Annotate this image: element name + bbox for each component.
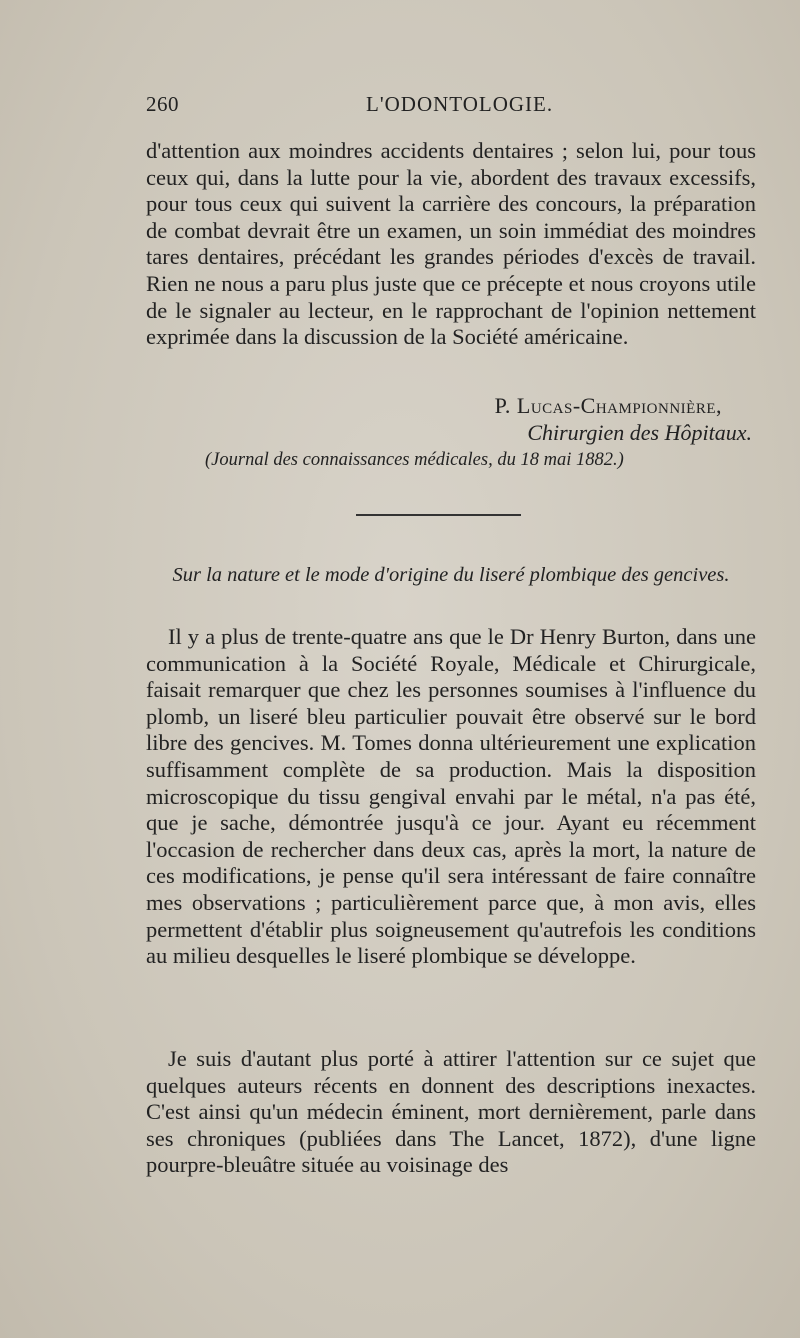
section-divider: [356, 514, 521, 516]
author-signature: [495, 393, 722, 419]
page-number: 260: [146, 92, 179, 116]
running-title: L'ODONTOLOGIE.: [366, 92, 554, 116]
article-title: Sur la nature et le mode d'origine du liseré plombique des gencives.: [172, 564, 730, 586]
author-role-line: [527, 420, 752, 446]
paragraph-continuation: [146, 138, 756, 351]
paragraph-text: Je suis d'autant plus porté à attirer l'attention sur ce sujet que quelques auteurs récents en donnent des descriptions inexactes. C'est ainsi qu'un médecin éminent, mort dernièrement, parle dans ses chroniques (publiées dans The Lancet, 1872), d'une ligne pourpre-bleuâtre située au voisinage des: [146, 1046, 756, 1178]
paragraph-intro: [146, 624, 756, 970]
author-role: Chirurgien des Hôpitaux.: [527, 420, 752, 445]
paragraph-text: Il y a plus de trente-quatre ans que le Dr Henry Burton, dans une communication à la Société Royale, Médicale et Chirurgicale, faisait remarquer que chez les personnes soumises à l'influence du plomb, un liseré bleu particulier pouvait être observé sur le bord libre des gencives. M. Tomes donna ultérieurement une explication suffisamment complète de sa production. Mais la disposition microscopique du tissu gengival envahi par le métal, n'a pas été, que je sache, démontrée jusqu'à ce jour. Ayant eu récemment l'occasion de rechercher dans deux cas, après la mort, la nature de ces modifications, je pense qu'il sera intéressant de faire connaître mes observations ; particulièrement parce que, à mon avis, elles permettent d'établir plus soigneusement qu'autrefois les conditions au milieu desquelles le liseré plombique se développe.: [146, 624, 756, 969]
author-name: P. Lucas-Championnière,: [494, 393, 722, 418]
source-citation: (Journal des connaissances médicales, du 18 mai 1882.): [205, 450, 624, 470]
paragraph-second: [146, 1046, 756, 1179]
paragraph-text: d'attention aux moindres accidents dentaires ; selon lui, pour tous ceux qui, dans la lutte pour la vie, abordent des travaux excessifs, pour tous ceux qui suivent la carrière des concours, la préparation de combat devrait être un examen, un soin immédiat des moindres tares dentaires, précédant les grandes périodes d'excès de travail. Rien ne nous a paru plus juste que ce précepte et nous croyons utile de le signaler au lecteur, en le rapprochant de l'opinion nettement exprimée dans la discussion de la Société américaine.: [146, 138, 756, 350]
